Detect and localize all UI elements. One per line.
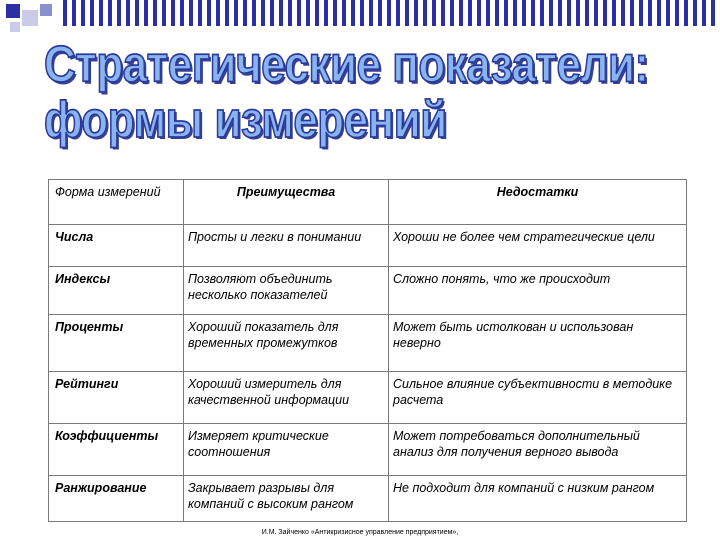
- row-disadvantages: Сильное влияние субъективности в методике расчета: [389, 372, 687, 424]
- header-advantages: Преимущества: [184, 180, 389, 225]
- row-advantages: Закрывает разрывы для компаний с высоким рангом: [184, 476, 389, 522]
- title-line-2: формы измерений: [44, 92, 447, 149]
- corner-square-light: [22, 10, 38, 26]
- corner-square-mid: [40, 4, 52, 16]
- title-line-1: Стратегические показатели:: [44, 36, 649, 94]
- table-row: [49, 267, 687, 315]
- row-disadvantages: Может потребоваться дополнительный анализ для получения верного вывода: [389, 424, 687, 476]
- row-disadvantages: Не подходит для компаний с низким рангом: [389, 476, 687, 522]
- row-advantages: Позволяют объединить несколько показателей: [184, 267, 389, 315]
- row-form: Индексы: [49, 267, 184, 315]
- top-decorative-stripes: [0, 0, 720, 26]
- table-row: [49, 476, 687, 522]
- row-form: Коэффициенты: [49, 424, 184, 476]
- row-advantages: Измеряет критические соотношения: [184, 424, 389, 476]
- corner-squares: [0, 0, 60, 38]
- row-disadvantages: Хороши не более чем стратегические цели: [389, 225, 687, 267]
- row-disadvantages: Может быть истолкован и использован неверно: [389, 315, 687, 372]
- footer-citation: И.М. Зайченко «Антикризисное управление предприятием»,: [261, 529, 459, 536]
- row-advantages: Хороший измеритель для качественной информации: [184, 372, 389, 424]
- corner-square-dark: [6, 4, 20, 18]
- header-form: Форма измерений: [49, 180, 184, 225]
- table-row: [49, 315, 687, 372]
- row-form: Рейтинги: [49, 372, 184, 424]
- table-header-row: [49, 180, 687, 225]
- corner-square-small: [10, 22, 20, 32]
- row-disadvantages: Сложно понять, что же происходит: [389, 267, 687, 315]
- row-advantages: Просты и легки в понимании: [184, 225, 389, 267]
- table-row: [49, 225, 687, 267]
- slide-title: [44, 38, 649, 148]
- table-row: [49, 372, 687, 424]
- row-form: Ранжирование: [49, 476, 184, 522]
- row-form: Числа: [49, 225, 184, 267]
- row-advantages: Хороший показатель для временных промежутков: [184, 315, 389, 372]
- header-disadvantages: Недостатки: [389, 180, 687, 225]
- table-row: [49, 424, 687, 476]
- measurement-forms-table: [48, 179, 687, 522]
- row-form: Проценты: [49, 315, 184, 372]
